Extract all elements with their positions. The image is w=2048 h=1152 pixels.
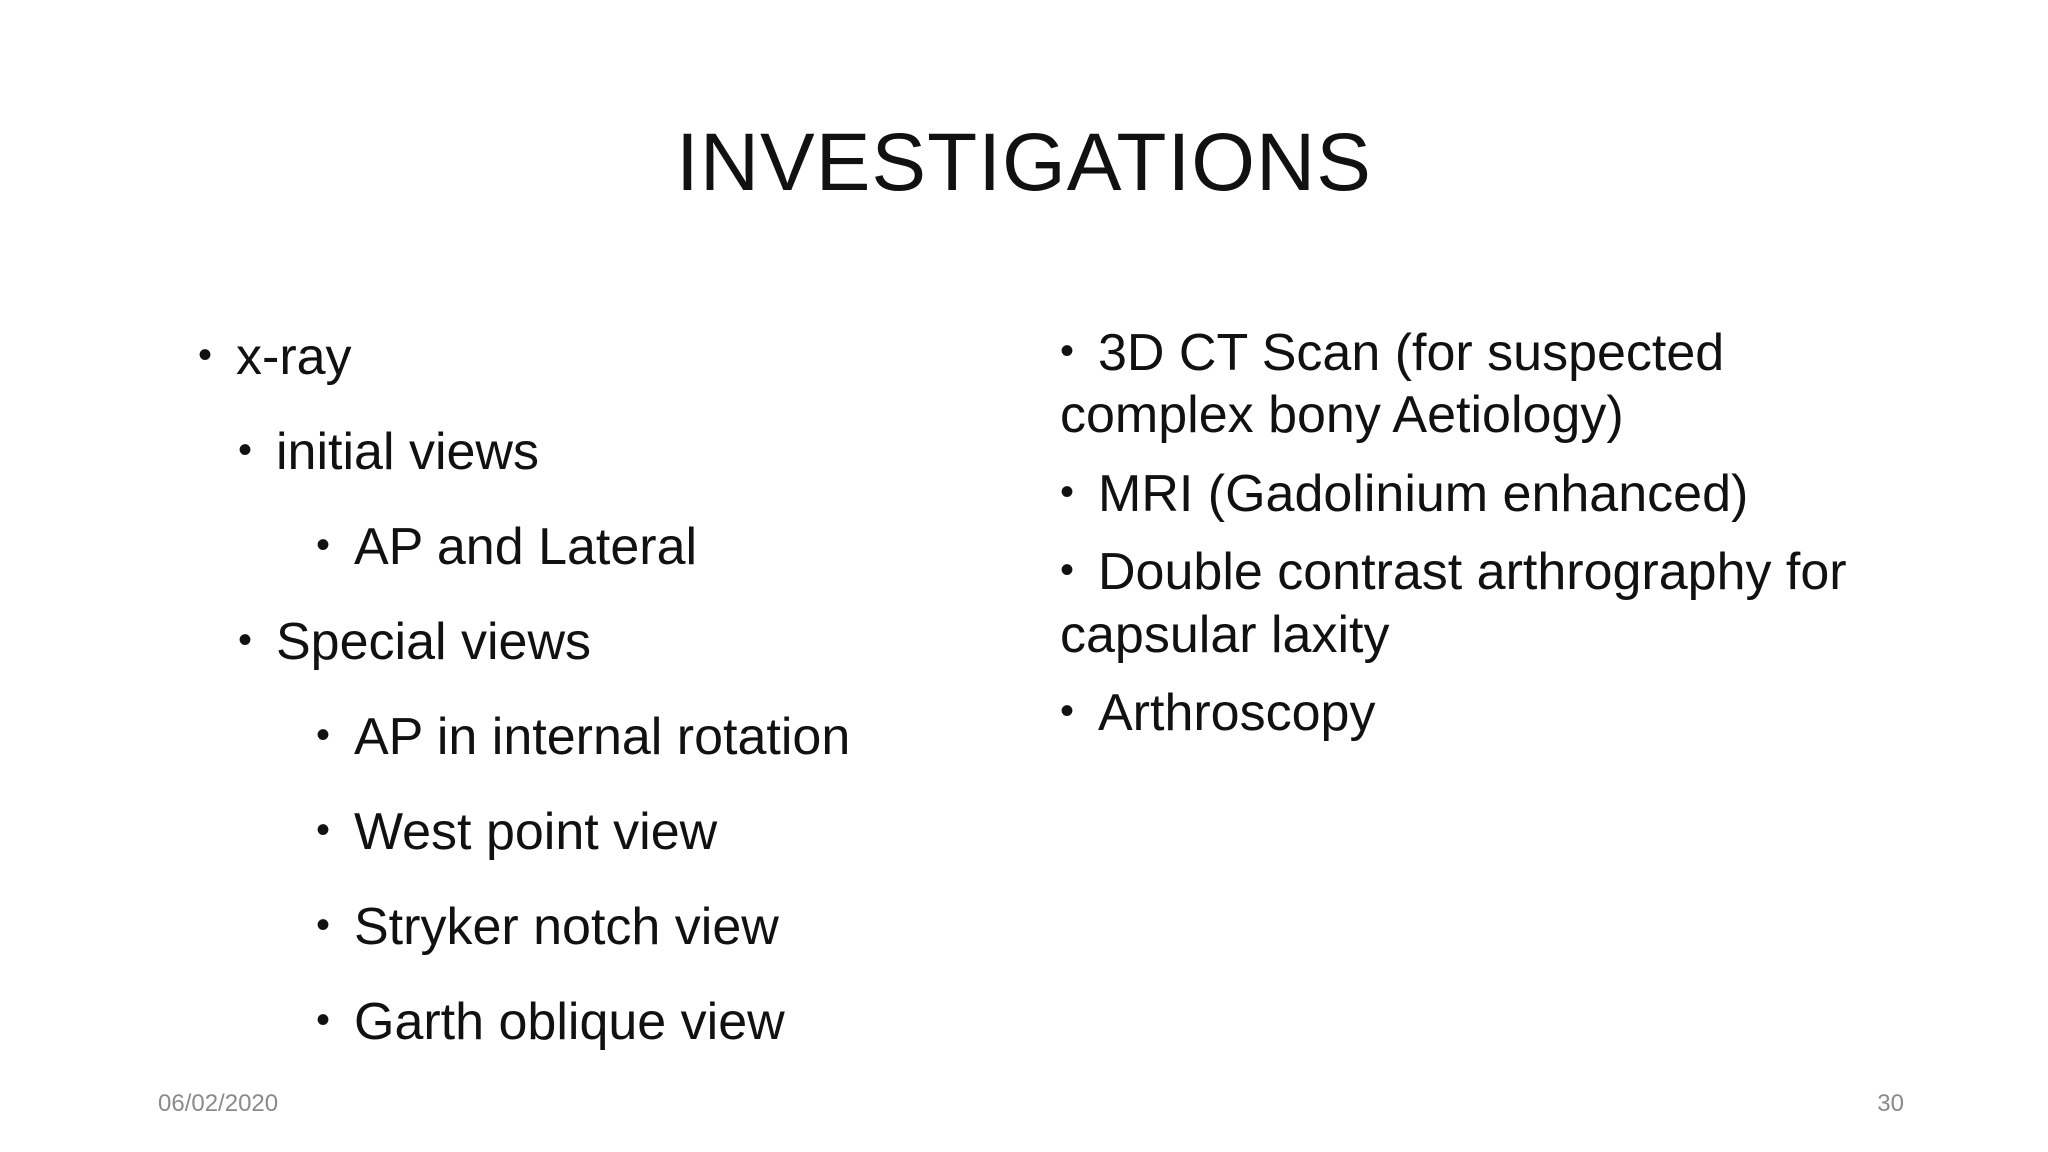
bullet-icon: • bbox=[316, 998, 331, 1042]
list-item-text: x-ray bbox=[236, 328, 352, 386]
left-bullet-list bbox=[158, 326, 1038, 1086]
list-item bbox=[158, 516, 1038, 611]
list-item bbox=[1060, 322, 1920, 447]
list-item-text: AP in internal rotation bbox=[354, 708, 851, 766]
bullet-icon: • bbox=[316, 903, 331, 947]
bullet-icon: • bbox=[316, 713, 331, 757]
list-item-text: Special views bbox=[276, 613, 592, 671]
list-item-text: Stryker notch view bbox=[354, 898, 779, 956]
slide-title: INVESTIGATIONS bbox=[676, 117, 1372, 208]
list-item bbox=[158, 611, 1038, 706]
list-item bbox=[158, 896, 1038, 991]
footer-page-number: 30 bbox=[1877, 1090, 1904, 1117]
list-item bbox=[1060, 541, 1920, 666]
footer-date: 06/02/2020 bbox=[158, 1090, 279, 1117]
list-item-text: Double contrast arthrography for capsular laxity bbox=[1060, 543, 1847, 664]
bullet-icon: • bbox=[1060, 329, 1075, 373]
bullet-icon: • bbox=[316, 523, 331, 567]
bullet-icon: • bbox=[1060, 469, 1075, 514]
list-item bbox=[158, 991, 1038, 1086]
list-item-text: Garth oblique view bbox=[354, 993, 785, 1051]
list-item bbox=[158, 326, 1038, 421]
list-item bbox=[158, 706, 1038, 801]
bullet-icon: • bbox=[1060, 688, 1075, 733]
list-item bbox=[158, 801, 1038, 896]
right-bullet-list bbox=[1060, 322, 1920, 760]
list-item-text: AP and Lateral bbox=[354, 518, 698, 576]
list-item bbox=[1060, 682, 1920, 744]
list-item bbox=[158, 421, 1038, 516]
list-item bbox=[1060, 463, 1920, 525]
list-item-text: West point view bbox=[354, 803, 718, 861]
list-item-text: Arthroscopy bbox=[1098, 683, 1376, 742]
bullet-icon: • bbox=[238, 428, 253, 472]
list-item-text: initial views bbox=[276, 423, 539, 481]
list-item-text: MRI (Gadolinium enhanced) bbox=[1098, 464, 1749, 523]
bullet-icon: • bbox=[238, 618, 253, 662]
bullet-icon: • bbox=[198, 333, 213, 377]
list-item-text: 3D CT Scan (for suspected complex bony Aetiology) bbox=[1060, 324, 1725, 445]
bullet-icon: • bbox=[316, 808, 331, 852]
bullet-icon: • bbox=[1060, 548, 1075, 593]
